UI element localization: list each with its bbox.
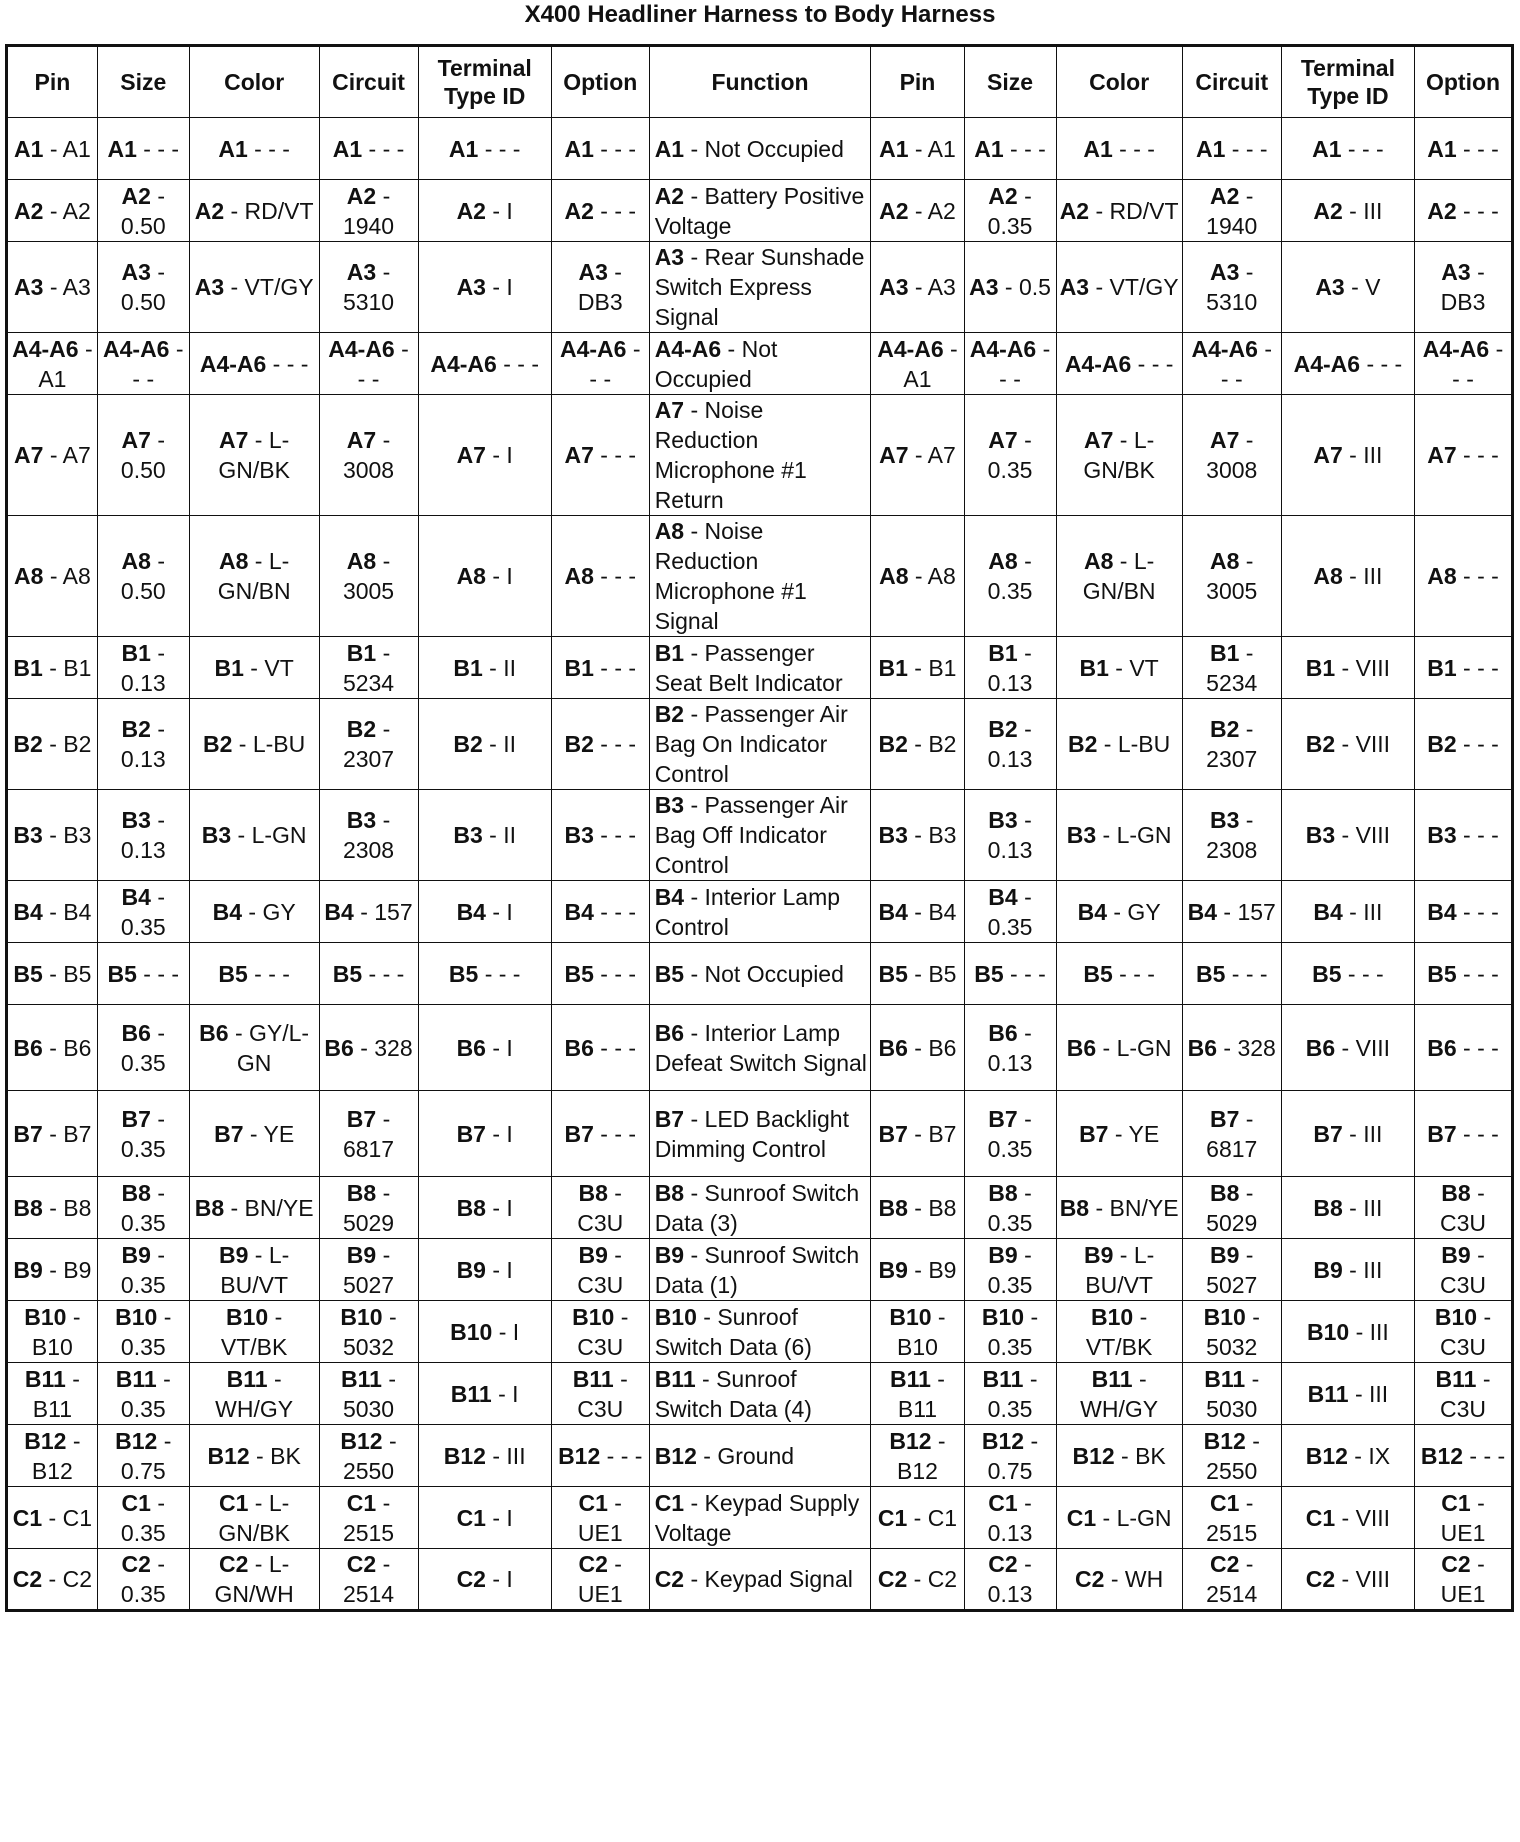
cell-color: B10 - VT/BK (189, 1301, 319, 1363)
cell-function: B11 - Sunroof Switch Data (4) (649, 1363, 871, 1425)
cell-size: B3 - 0.13 (964, 790, 1056, 881)
cell-pin: C2 - C2 (7, 1549, 98, 1611)
cell-size: B9 - 0.35 (964, 1239, 1056, 1301)
cell-circuit: B7 - 6817 (1182, 1091, 1281, 1177)
cell-option: A8 - - - (1415, 516, 1513, 637)
column-header-function: Function (649, 46, 871, 118)
cell-size: C2 - 0.13 (964, 1549, 1056, 1611)
cell-circuit: B11 - 5030 (1182, 1363, 1281, 1425)
cell-option: C2 - UE1 (551, 1549, 649, 1611)
cell-function: A4-A6 - Not Occupied (649, 333, 871, 395)
cell-color: B3 - L-GN (189, 790, 319, 881)
cell-circuit: A4-A6 - - - (319, 333, 418, 395)
cell-option: B9 - C3U (1415, 1239, 1513, 1301)
cell-option: A1 - - - (551, 118, 649, 180)
cell-color: C2 - WH (1056, 1549, 1182, 1611)
cell-option: B8 - C3U (1415, 1177, 1513, 1239)
cell-pin: C2 - C2 (871, 1549, 964, 1611)
cell-circuit: B1 - 5234 (319, 637, 418, 699)
cell-circuit: A2 - 1940 (1182, 180, 1281, 242)
table-row (7, 943, 1513, 1005)
cell-function: C1 - Keypad Supply Voltage (649, 1487, 871, 1549)
cell-circuit: B6 - 328 (319, 1005, 418, 1091)
cell-color: B11 - WH/GY (189, 1363, 319, 1425)
cell-color: A1 - - - (189, 118, 319, 180)
cell-terminal-type-id: B5 - - - (418, 943, 551, 1005)
cell-terminal-type-id: C1 - VIII (1281, 1487, 1414, 1549)
cell-pin: B5 - B5 (7, 943, 98, 1005)
cell-size: B7 - 0.35 (97, 1091, 189, 1177)
cell-option: B12 - - - (1415, 1425, 1513, 1487)
cell-color: B2 - L-BU (189, 699, 319, 790)
cell-pin: B7 - B7 (7, 1091, 98, 1177)
cell-option: B2 - - - (551, 699, 649, 790)
cell-pin: A4-A6 - A1 (871, 333, 964, 395)
cell-option: B11 - C3U (1415, 1363, 1513, 1425)
cell-terminal-type-id: A1 - - - (418, 118, 551, 180)
cell-pin: B2 - B2 (871, 699, 964, 790)
cell-terminal-type-id: B4 - III (1281, 881, 1414, 943)
cell-circuit: A1 - - - (319, 118, 418, 180)
cell-terminal-type-id: A1 - - - (1281, 118, 1414, 180)
column-header-color: Color (1056, 46, 1182, 118)
cell-size: A8 - 0.35 (964, 516, 1056, 637)
cell-function: B5 - Not Occupied (649, 943, 871, 1005)
cell-option: A7 - - - (1415, 395, 1513, 516)
cell-terminal-type-id: B2 - VIII (1281, 699, 1414, 790)
cell-terminal-type-id: B10 - I (418, 1301, 551, 1363)
column-header-size: Size (97, 46, 189, 118)
cell-function: B2 - Passenger Air Bag On Indicator Control (649, 699, 871, 790)
table-row (7, 881, 1513, 943)
cell-terminal-type-id: A7 - I (418, 395, 551, 516)
cell-pin: B11 - B11 (871, 1363, 964, 1425)
cell-pin: B9 - B9 (7, 1239, 98, 1301)
cell-circuit: B3 - 2308 (1182, 790, 1281, 881)
cell-pin: B12 - B12 (871, 1425, 964, 1487)
cell-circuit: B10 - 5032 (1182, 1301, 1281, 1363)
table-row (7, 516, 1513, 637)
table-row (7, 1301, 1513, 1363)
cell-color: B8 - BN/YE (1056, 1177, 1182, 1239)
cell-function: B1 - Passenger Seat Belt Indicator (649, 637, 871, 699)
cell-pin: B12 - B12 (7, 1425, 98, 1487)
cell-terminal-type-id: A2 - I (418, 180, 551, 242)
column-header-terminal-type-id: Terminal Type ID (1281, 46, 1414, 118)
cell-pin: B11 - B11 (7, 1363, 98, 1425)
table-row (7, 1239, 1513, 1301)
cell-color: B3 - L-GN (1056, 790, 1182, 881)
cell-circuit: C2 - 2514 (1182, 1549, 1281, 1611)
cell-size: B2 - 0.13 (964, 699, 1056, 790)
cell-terminal-type-id: B1 - VIII (1281, 637, 1414, 699)
cell-terminal-type-id: C1 - I (418, 1487, 551, 1549)
cell-color: B5 - - - (189, 943, 319, 1005)
cell-pin: B3 - B3 (7, 790, 98, 881)
table-row (7, 1549, 1513, 1611)
cell-option: C2 - UE1 (1415, 1549, 1513, 1611)
cell-terminal-type-id: A8 - III (1281, 516, 1414, 637)
cell-pin: A2 - A2 (871, 180, 964, 242)
cell-function: B6 - Interior Lamp Defeat Switch Signal (649, 1005, 871, 1091)
cell-size: B1 - 0.13 (97, 637, 189, 699)
cell-size: A4-A6 - - - (97, 333, 189, 395)
cell-pin: A7 - A7 (7, 395, 98, 516)
cell-pin: B9 - B9 (871, 1239, 964, 1301)
cell-circuit: A2 - 1940 (319, 180, 418, 242)
cell-terminal-type-id: B11 - III (1281, 1363, 1414, 1425)
cell-size: A8 - 0.50 (97, 516, 189, 637)
cell-pin: A3 - A3 (7, 242, 98, 333)
cell-function: A7 - Noise Reduction Microphone #1 Return (649, 395, 871, 516)
cell-option: A1 - - - (1415, 118, 1513, 180)
cell-terminal-type-id: B4 - I (418, 881, 551, 943)
cell-color: B11 - WH/GY (1056, 1363, 1182, 1425)
cell-pin: A4-A6 - A1 (7, 333, 98, 395)
cell-pin: B8 - B8 (7, 1177, 98, 1239)
table-row (7, 699, 1513, 790)
cell-color: B9 - L-BU/VT (1056, 1239, 1182, 1301)
cell-terminal-type-id: B7 - I (418, 1091, 551, 1177)
cell-circuit: B5 - - - (1182, 943, 1281, 1005)
cell-terminal-type-id: A3 - I (418, 242, 551, 333)
wiring-table (5, 44, 1514, 1612)
cell-color: A7 - L-GN/BK (189, 395, 319, 516)
cell-size: C1 - 0.13 (964, 1487, 1056, 1549)
cell-pin: B3 - B3 (871, 790, 964, 881)
cell-pin: C1 - C1 (7, 1487, 98, 1549)
cell-terminal-type-id: B9 - III (1281, 1239, 1414, 1301)
cell-pin: B10 - B10 (871, 1301, 964, 1363)
cell-size: B5 - - - (964, 943, 1056, 1005)
table-row (7, 637, 1513, 699)
cell-pin: B6 - B6 (871, 1005, 964, 1091)
cell-color: B8 - BN/YE (189, 1177, 319, 1239)
cell-size: A7 - 0.50 (97, 395, 189, 516)
cell-color: B1 - VT (1056, 637, 1182, 699)
column-header-terminal-type-id: Terminal Type ID (418, 46, 551, 118)
cell-option: B5 - - - (551, 943, 649, 1005)
cell-circuit: B6 - 328 (1182, 1005, 1281, 1091)
table-row (7, 333, 1513, 395)
cell-pin: A1 - A1 (871, 118, 964, 180)
page-title: X400 Headliner Harness to Body Harness (524, 1, 996, 28)
cell-option: B2 - - - (1415, 699, 1513, 790)
cell-color: C1 - L-GN (1056, 1487, 1182, 1549)
column-header-circuit: Circuit (319, 46, 418, 118)
cell-size: A1 - - - (97, 118, 189, 180)
cell-function: A2 - Battery Positive Voltage (649, 180, 871, 242)
cell-circuit: B4 - 157 (1182, 881, 1281, 943)
cell-circuit: A7 - 3008 (319, 395, 418, 516)
cell-size: A7 - 0.35 (964, 395, 1056, 516)
cell-circuit: B4 - 157 (319, 881, 418, 943)
cell-circuit: C2 - 2514 (319, 1549, 418, 1611)
cell-circuit: A3 - 5310 (1182, 242, 1281, 333)
cell-size: B3 - 0.13 (97, 790, 189, 881)
cell-pin: B5 - B5 (871, 943, 964, 1005)
cell-circuit: A8 - 3005 (1182, 516, 1281, 637)
cell-circuit: A8 - 3005 (319, 516, 418, 637)
cell-function: B9 - Sunroof Switch Data (1) (649, 1239, 871, 1301)
cell-pin: A1 - A1 (7, 118, 98, 180)
cell-circuit: A3 - 5310 (319, 242, 418, 333)
cell-option: B8 - C3U (551, 1177, 649, 1239)
cell-color: B10 - VT/BK (1056, 1301, 1182, 1363)
cell-pin: A2 - A2 (7, 180, 98, 242)
cell-color: C2 - L-GN/WH (189, 1549, 319, 1611)
cell-terminal-type-id: B6 - VIII (1281, 1005, 1414, 1091)
cell-function: A1 - Not Occupied (649, 118, 871, 180)
cell-function: B4 - Interior Lamp Control (649, 881, 871, 943)
cell-option: B6 - - - (551, 1005, 649, 1091)
cell-pin: B1 - B1 (871, 637, 964, 699)
cell-circuit: A7 - 3008 (1182, 395, 1281, 516)
cell-terminal-type-id: A2 - III (1281, 180, 1414, 242)
cell-color: B6 - L-GN (1056, 1005, 1182, 1091)
cell-option: B10 - C3U (551, 1301, 649, 1363)
cell-size: B4 - 0.35 (97, 881, 189, 943)
cell-terminal-type-id: B5 - - - (1281, 943, 1414, 1005)
cell-terminal-type-id: A8 - I (418, 516, 551, 637)
cell-option: A4-A6 - - - (1415, 333, 1513, 395)
cell-option: B7 - - - (551, 1091, 649, 1177)
column-header-size: Size (964, 46, 1056, 118)
cell-circuit: B8 - 5029 (319, 1177, 418, 1239)
cell-color: B12 - BK (1056, 1425, 1182, 1487)
cell-option: B6 - - - (1415, 1005, 1513, 1091)
cell-function: C2 - Keypad Signal (649, 1549, 871, 1611)
cell-size: B10 - 0.35 (97, 1301, 189, 1363)
cell-pin: A7 - A7 (871, 395, 964, 516)
cell-size: B12 - 0.75 (964, 1425, 1056, 1487)
cell-size: B12 - 0.75 (97, 1425, 189, 1487)
table-row (7, 1425, 1513, 1487)
column-header-circuit: Circuit (1182, 46, 1281, 118)
cell-color: B7 - YE (1056, 1091, 1182, 1177)
cell-circuit: A4-A6 - - - (1182, 333, 1281, 395)
cell-option: A3 - DB3 (1415, 242, 1513, 333)
cell-pin: A3 - A3 (871, 242, 964, 333)
cell-option: B4 - - - (1415, 881, 1513, 943)
column-header-pin: Pin (7, 46, 98, 118)
cell-size: B4 - 0.35 (964, 881, 1056, 943)
cell-pin: B10 - B10 (7, 1301, 98, 1363)
column-header-color: Color (189, 46, 319, 118)
cell-option: B12 - - - (551, 1425, 649, 1487)
cell-color: B4 - GY (1056, 881, 1182, 943)
cell-size: B6 - 0.35 (97, 1005, 189, 1091)
cell-size: B1 - 0.13 (964, 637, 1056, 699)
cell-option: B10 - C3U (1415, 1301, 1513, 1363)
cell-terminal-type-id: B1 - II (418, 637, 551, 699)
cell-circuit: C1 - 2515 (1182, 1487, 1281, 1549)
cell-function: B7 - LED Backlight Dimming Control (649, 1091, 871, 1177)
cell-function: A8 - Noise Reduction Microphone #1 Signal (649, 516, 871, 637)
cell-option: A8 - - - (551, 516, 649, 637)
cell-option: B1 - - - (551, 637, 649, 699)
cell-option: A3 - DB3 (551, 242, 649, 333)
cell-size: B8 - 0.35 (97, 1177, 189, 1239)
cell-size: A3 - 0.50 (97, 242, 189, 333)
cell-option: A2 - - - (1415, 180, 1513, 242)
cell-option: B7 - - - (1415, 1091, 1513, 1177)
table-row (7, 118, 1513, 180)
cell-size: B9 - 0.35 (97, 1239, 189, 1301)
cell-size: A4-A6 - - - (964, 333, 1056, 395)
cell-size: C2 - 0.35 (97, 1549, 189, 1611)
cell-color: A4-A6 - - - (1056, 333, 1182, 395)
cell-size: B6 - 0.13 (964, 1005, 1056, 1091)
cell-pin: B8 - B8 (871, 1177, 964, 1239)
cell-circuit: B3 - 2308 (319, 790, 418, 881)
cell-color: A2 - RD/VT (1056, 180, 1182, 242)
cell-size: A2 - 0.35 (964, 180, 1056, 242)
cell-terminal-type-id: C2 - VIII (1281, 1549, 1414, 1611)
cell-color: A8 - L-GN/BN (1056, 516, 1182, 637)
cell-pin: B4 - B4 (871, 881, 964, 943)
cell-circuit: B11 - 5030 (319, 1363, 418, 1425)
cell-terminal-type-id: A3 - V (1281, 242, 1414, 333)
table-row (7, 242, 1513, 333)
cell-circuit: B2 - 2307 (1182, 699, 1281, 790)
cell-size: B5 - - - (97, 943, 189, 1005)
cell-terminal-type-id: A4-A6 - - - (1281, 333, 1414, 395)
cell-color: C1 - L-GN/BK (189, 1487, 319, 1549)
cell-terminal-type-id: A4-A6 - - - (418, 333, 551, 395)
cell-circuit: B12 - 2550 (1182, 1425, 1281, 1487)
cell-pin: B4 - B4 (7, 881, 98, 943)
cell-circuit: B10 - 5032 (319, 1301, 418, 1363)
cell-color: B1 - VT (189, 637, 319, 699)
cell-size: B2 - 0.13 (97, 699, 189, 790)
cell-color: B2 - L-BU (1056, 699, 1182, 790)
cell-function: B10 - Sunroof Switch Data (6) (649, 1301, 871, 1363)
cell-color: A8 - L-GN/BN (189, 516, 319, 637)
cell-circuit: B8 - 5029 (1182, 1177, 1281, 1239)
cell-terminal-type-id: B3 - II (418, 790, 551, 881)
cell-terminal-type-id: C2 - I (418, 1549, 551, 1611)
cell-terminal-type-id: B12 - IX (1281, 1425, 1414, 1487)
cell-color: A4-A6 - - - (189, 333, 319, 395)
cell-terminal-type-id: B8 - I (418, 1177, 551, 1239)
cell-terminal-type-id: B8 - III (1281, 1177, 1414, 1239)
cell-circuit: B2 - 2307 (319, 699, 418, 790)
cell-color: B5 - - - (1056, 943, 1182, 1005)
header-row (7, 46, 1513, 118)
cell-pin: B6 - B6 (7, 1005, 98, 1091)
cell-option: B1 - - - (1415, 637, 1513, 699)
cell-terminal-type-id: B9 - I (418, 1239, 551, 1301)
cell-terminal-type-id: B2 - II (418, 699, 551, 790)
cell-color: A2 - RD/VT (189, 180, 319, 242)
cell-pin: B2 - B2 (7, 699, 98, 790)
cell-option: B3 - - - (1415, 790, 1513, 881)
table-row (7, 790, 1513, 881)
cell-option: C1 - UE1 (551, 1487, 649, 1549)
cell-terminal-type-id: B12 - III (418, 1425, 551, 1487)
cell-terminal-type-id: A7 - III (1281, 395, 1414, 516)
cell-circuit: B7 - 6817 (319, 1091, 418, 1177)
cell-size: B11 - 0.35 (97, 1363, 189, 1425)
cell-option: A2 - - - (551, 180, 649, 242)
table-row (7, 180, 1513, 242)
cell-circuit: A1 - - - (1182, 118, 1281, 180)
cell-pin: C1 - C1 (871, 1487, 964, 1549)
cell-option: A7 - - - (551, 395, 649, 516)
table-row (7, 1487, 1513, 1549)
cell-option: A4-A6 - - - (551, 333, 649, 395)
cell-terminal-type-id: B3 - VIII (1281, 790, 1414, 881)
cell-option: B11 - C3U (551, 1363, 649, 1425)
column-header-option: Option (551, 46, 649, 118)
table-row (7, 1177, 1513, 1239)
table-row (7, 395, 1513, 516)
cell-color: A7 - L-GN/BK (1056, 395, 1182, 516)
cell-circuit: B9 - 5027 (319, 1239, 418, 1301)
cell-circuit: B9 - 5027 (1182, 1239, 1281, 1301)
table-row (7, 1005, 1513, 1091)
cell-option: B5 - - - (1415, 943, 1513, 1005)
cell-function: B3 - Passenger Air Bag Off Indicator Control (649, 790, 871, 881)
cell-color: B6 - GY/L-GN (189, 1005, 319, 1091)
cell-terminal-type-id: B11 - I (418, 1363, 551, 1425)
cell-circuit: C1 - 2515 (319, 1487, 418, 1549)
cell-pin: B1 - B1 (7, 637, 98, 699)
table-row (7, 1091, 1513, 1177)
cell-circuit: B1 - 5234 (1182, 637, 1281, 699)
cell-terminal-type-id: B6 - I (418, 1005, 551, 1091)
cell-size: B7 - 0.35 (964, 1091, 1056, 1177)
table-body (7, 118, 1513, 1611)
cell-color: B7 - YE (189, 1091, 319, 1177)
cell-color: B4 - GY (189, 881, 319, 943)
cell-color: A3 - VT/GY (189, 242, 319, 333)
column-header-option: Option (1415, 46, 1513, 118)
cell-option: B9 - C3U (551, 1239, 649, 1301)
cell-option: C1 - UE1 (1415, 1487, 1513, 1549)
cell-circuit: B12 - 2550 (319, 1425, 418, 1487)
cell-color: A3 - VT/GY (1056, 242, 1182, 333)
column-header-pin: Pin (871, 46, 964, 118)
cell-color: A1 - - - (1056, 118, 1182, 180)
cell-option: B4 - - - (551, 881, 649, 943)
cell-function: A3 - Rear Sunshade Switch Express Signal (649, 242, 871, 333)
cell-size: B11 - 0.35 (964, 1363, 1056, 1425)
cell-terminal-type-id: B10 - III (1281, 1301, 1414, 1363)
cell-size: A3 - 0.5 (964, 242, 1056, 333)
cell-pin: A8 - A8 (871, 516, 964, 637)
cell-size: A1 - - - (964, 118, 1056, 180)
cell-function: B8 - Sunroof Switch Data (3) (649, 1177, 871, 1239)
cell-circuit: B5 - - - (319, 943, 418, 1005)
cell-terminal-type-id: B7 - III (1281, 1091, 1414, 1177)
cell-pin: A8 - A8 (7, 516, 98, 637)
table-row (7, 1363, 1513, 1425)
cell-size: B8 - 0.35 (964, 1177, 1056, 1239)
cell-size: A2 - 0.50 (97, 180, 189, 242)
cell-function: B12 - Ground (649, 1425, 871, 1487)
cell-color: B12 - BK (189, 1425, 319, 1487)
cell-size: B10 - 0.35 (964, 1301, 1056, 1363)
cell-pin: B7 - B7 (871, 1091, 964, 1177)
cell-color: B9 - L-BU/VT (189, 1239, 319, 1301)
cell-size: C1 - 0.35 (97, 1487, 189, 1549)
cell-option: B3 - - - (551, 790, 649, 881)
